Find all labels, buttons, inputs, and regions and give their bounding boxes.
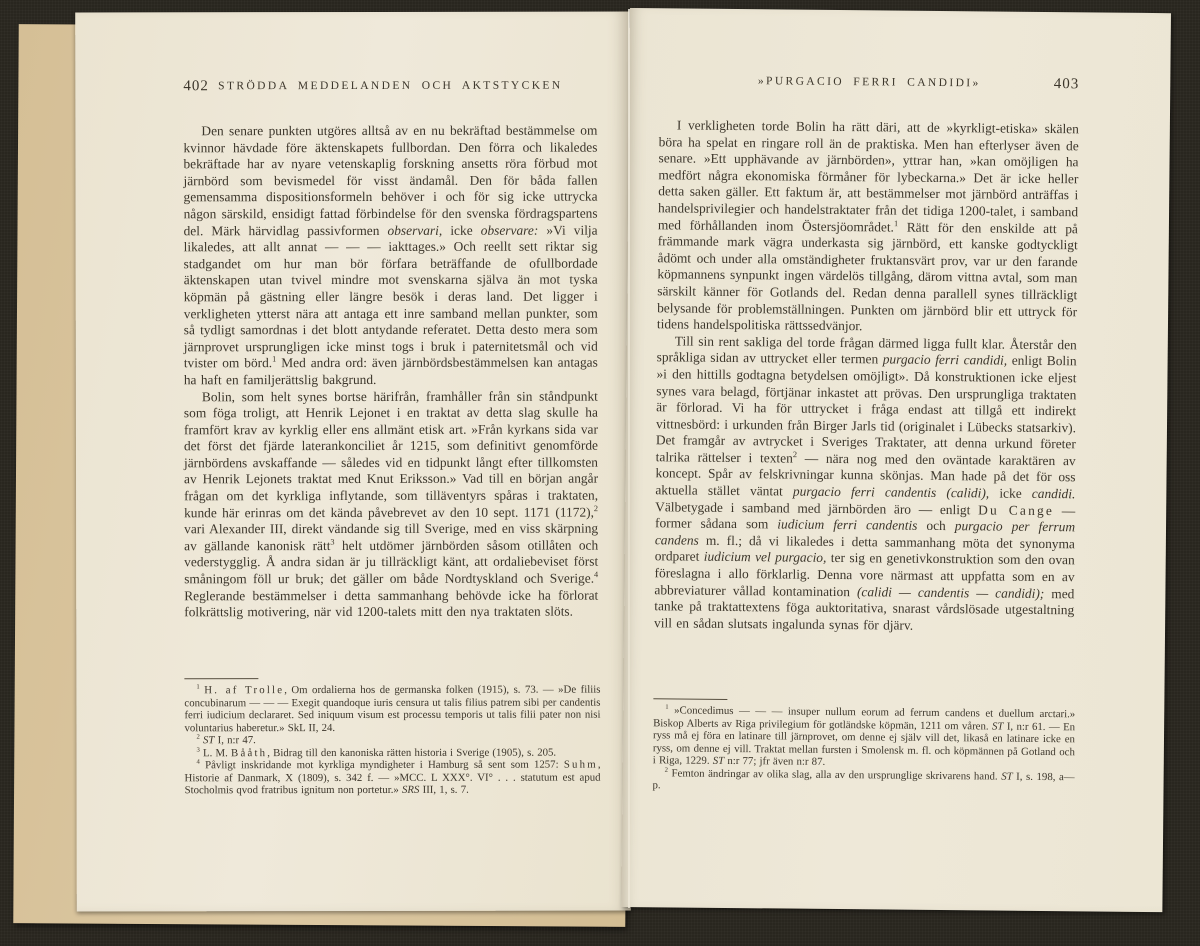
page-fold-line <box>628 9 630 908</box>
footnote: $^1$ H. af Trolle, Om ordalierna hos de germanska folken (1915), s. 73. — »De filiis concubinarum — — — Exegit quandoque iuris censura ut talis filius patrem sibi per candentis ferri iudicium declararet. Sed iniquum visum est processu temporis ut talis filii pater non nisi voluntarius haberetur.» SkL II, 24. <box>184 683 601 734</box>
page-left-header <box>183 78 597 97</box>
footnote-rule <box>653 698 727 700</box>
running-title-right: »PURGACIO FERRI CANDIDI» <box>757 75 981 90</box>
paragraph: I verkligheten torde Bolin ha rätt däri, att de »kyrkligt-etiska» skälen böra ha spelat en ringare roll än de praktiska. Men han efterlyser även de senare. »Ett upphävande av järnbörden», yttrar han, »kan omöjligen ha medfört några ekonomiska förmåner för lybeckarna.» Det är icke heller detta saken gäller. Ett faktum är, att bestämmelser mot järnbörd anträffas i handelsprivilegier och handelstraktater från det tidiga 1200-talet, i samband med förhållanden inom Östersjöområdet.$^1$ Rätt för den enskilde att på främmande mark vägra underkasta sig järnbörd, ett kanske godtyckligt ådömt och under alla omständigheter fruktansvärt prov, var ur den farande köpmannens synpunkt ingen värdelös tillgång, därom vittna avtal, som man särskilt känner för Gotlands del. Redan denna parallell synes tillräckligt belysande för problemställningen. Punkten om järnbörd blir ett uttryck för tidens handelspolitiska rättssedvänjor. <box>656 117 1079 334</box>
page-right-header <box>659 72 1079 94</box>
page-right-footnotes <box>652 698 1075 796</box>
footnote: $^2$ ST I, n:r 47. <box>196 733 256 747</box>
page-left-body <box>183 123 598 622</box>
paragraph: Den senare punkten utgöres alltså av en nu bekräftad bestämmelse om kvinnor hävdade före äktenskapets fullbordan. Den förra och likaledes bekräftade har av nyare vetenskaplig forskning ansetts röra förbud mot järnbörd som bevismedel för visst ändamål. Den för båda fallen gemensamma dispositionsformeln behöver i och för sig icke uttrycka någon särskild, ensidigt fattad förbindelse för den svenska fördragspartens del. Märk härvidlag passivformen observari, icke observare: »Vi vilja likaledes, att allt annat — — — iakttages.» Och reellt sett riktar sig stadgandet om hur man bör förfara beträffande de ofullbordade äktenskapen utan tvivel mindre mot svenskarna själva än mot tyska köpmän på gästning eller längre besök i deras land. Det ligger i verkligheten ytterst nära att antaga ett inre samband mellan punkter, som så tydligt samordnas i det blott antydande referatet. Detta desto mera som järnprovet ursprungligen icke minst togs i bruk i paternitetsmål och vid tvister om börd.$^1$ Med andra ord: även järnbördsbestämmelsen kan antagas ha haft en familjerättslig bakgrund. <box>183 122 598 388</box>
footnote: $^4$ Påvligt inskridande mot kyrkliga myndigheter i Hamburg så sent som 1257: Suhm, Historie af Danmark, X (1809), s. 342 f. — »MCC. L XXX°. VI° . . . statutum est apud Stocholmis qvod fratribus ignitum non portetur.» SRS III, 1, s. 7. <box>184 758 601 797</box>
footnote-rule <box>184 678 258 679</box>
paragraph: Bolin, som helt synes bortse härifrån, framhåller från sin ståndpunkt som föga troligt, att Henrik Lejonet i en traktat av detta slag skulle ha framfört krav av kyrklig eller ens allmänt etisk art. »Från kyrkans sida var det först det fjärde laterankonciliet år 1215, som definitivt genomförde järnbördens avskaffande — således vid en tidpunkt långt efter tillkomsten av Henrik Lejonets traktat med Knut Eriksson.» Vad till en början angår frågan om det kyrkliga inflytande, som tilläventyrs spåras i traktaten, kunde här erinras om det kända påvebrevet av den 10 sept. 1171 (1172),$^2$ vari Alexander III, direkt vändande sig till Sverige, med en viss skärpning av gällande kanonisk rätt$^3$ helt utdömer järnbörden såsom otillåten och vederstygglig. Å andra sidan är ju tillräckligt känt, att ordaliebeviset först småningom föll ur bruk; det gäller om både Nordtyskland och Sverige.$^4$ Reglerande bestämmelser i detta sammanhang behövde icke ha förlorat folkrättslig motivering, när vid 1200-talets mitt den nya traktaten slöts. <box>183 388 599 620</box>
running-title-left: STRÖDDA MEDDELANDEN OCH AKTSTYCKEN <box>218 79 563 93</box>
page-right <box>621 8 1171 912</box>
footnote: $^3$ L. M. Bååth, Bidrag till den kanoniska rätten historia i Sverige (1905), s. 205. <box>196 746 557 759</box>
page-right-body <box>654 117 1079 635</box>
page-number-right: 403 <box>1053 76 1080 93</box>
footnote: $^1$ »Concedimus — — — insuper nullum eorum ad ferrum candens et duellum arctari.» Biskop Alberts av Riga privilegium för gotländske köpmän, 1211 om våren. ST I, n:r 61. — En ryss må ej föra en latinare till järnprovet, om denne ej själv vill det, likaså en latinare icke en ryss, om denne ej vill. Traktat mellan fursten i Smolensk m. fl. och köpmännen på Gotland och i Riga, 1229. ST n:r 77; jfr även n:r 87. <box>652 703 1076 768</box>
paragraph: Till sin rent sakliga del torde frågan därmed ligga fullt klar. Återstår den språkliga sidan av uttrycket eller termen purgacio ferri candidi, enligt Bolin »i den hittills godtagna betydelsen omöjligt». Då konstruktionen icke eljest synes vara belagd, förtjänar inkastet att prövas. Den ursprungliga traktaten är förlorad. Vi ha för uttrycket i fråga endast att tillgå ett indirekt vittnesbörd: i urkunden från Birger Jarls tid (originalet i Lübecks statsarkiv). Det framgår av avtrycket i Sveriges Traktater, att denna urkund företer talrika rättelser i texten$^2$ — nära nog med den oväntade karaktären av koncept. Spår av felskrivningar kunna skönjas. Man hade på det för oss aktuella stället väntat purgacio ferri candentis (calidi), icke candidi. Välbetygade i samband med järnbörden äro — enligt Du Cange — former sådana som iudicium ferri candentis och purgacio per ferrum candens m. fl.; då vi likaledes i detta sammanhang möta det synonyma ordparet iudicium vel purgacio, ter sig en genetivkonstruktion som den ovan föreslagna i allo förklarlig. Denna vore närmast att uppfatta som en av abbreviaturer vållad kontamination (calidi — candentis — candidi); med tanke på traktattextens föga auktoritativa, snarast vårdslösade utgestaltning vill en sådan slutsats ingalunda synas för djärv. <box>654 333 1077 633</box>
page-left-footnotes <box>184 678 600 797</box>
footnote: $^2$ Femton ändringar av olika slag, alla av den ursprunglige skrivarens hand. ST I, s. 198, a—p. <box>652 766 1075 792</box>
page-left <box>75 12 631 912</box>
page-right-text-block <box>654 72 1079 635</box>
page-number-left: 402 <box>183 78 209 95</box>
page-left-text-block <box>183 78 598 622</box>
